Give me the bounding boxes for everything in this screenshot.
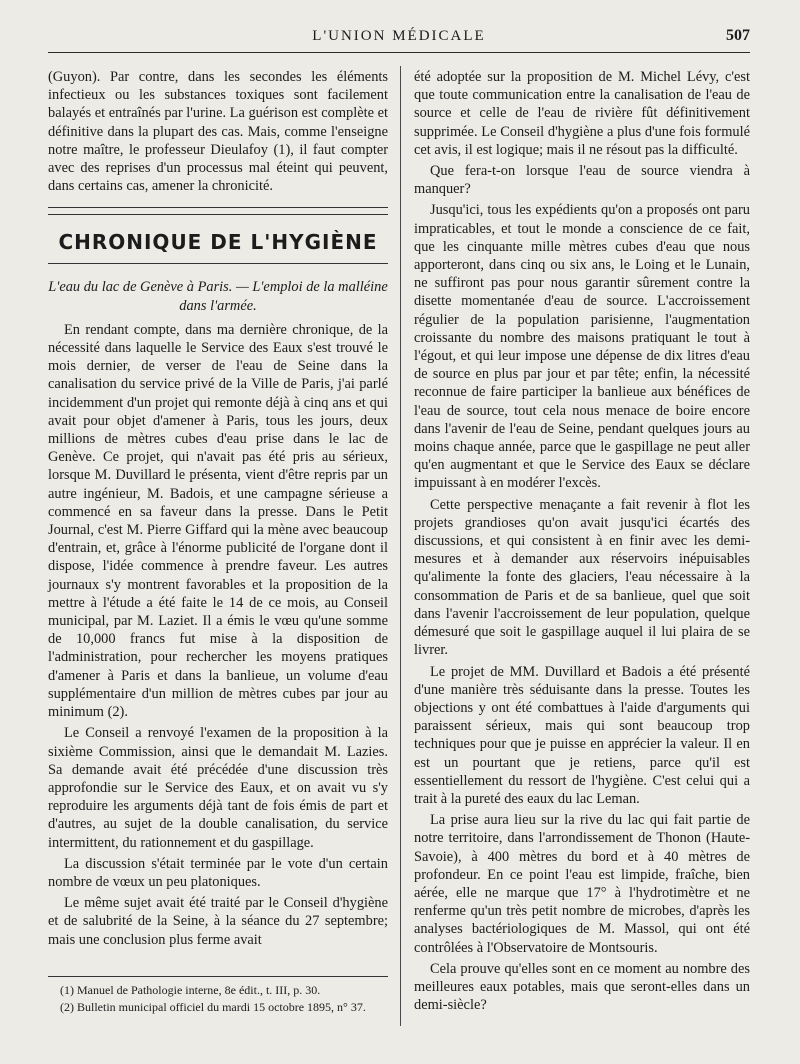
page-number: 507 <box>726 27 750 44</box>
section-separator <box>48 207 388 215</box>
running-title: L'UNION MÉDICALE <box>312 28 486 44</box>
left-paragraph-2: Le Conseil a renvoyé l'examen de la proposition à la sixième Commission, ainsi que le demandait M. Lazies. Sa demande avait été précédée d'une discussion très approfondie sur le Service des Eaux, et on avait vu s'y reproduire les arguments déjà tant de fois émis de part et d'autres, au sujet de la double canalisation, du service intermittent, du rationnement et du gaspillage. <box>48 725 388 851</box>
left-paragraph-4: Le même sujet avait été traité par le Conseil d'hygiène et de salubrité de la Seine, à la séance du 27 septembre; mais une conclusion plus ferme avait <box>48 895 388 948</box>
right-column <box>414 68 750 1017</box>
left-continuation-paragraph: (Guyon). Par contre, dans les secondes les éléments infectieux ou les substances toxiques sont facilement balayés et entraînés par l'urine. La guérison est complète et définitive dans la plupart des cas. Mais, comme l'enseigne notre maître, le professeur Dieulafoy (1), il faut compter avec des reprises d'un processus mal éteint qui peuvent, dans certains cas, amener la chronicité. <box>48 69 388 195</box>
footnotes <box>48 976 388 1017</box>
footnote-2: (2) Bulletin municipal officiel du mardi 15 octobre 1895, n° 37. <box>60 1000 366 1014</box>
column-divider <box>400 66 401 1026</box>
section-title: CHRONIQUE DE L'HYGIÈNE <box>58 230 378 255</box>
right-paragraph-2: Jusqu'ici, tous les expédients qu'on a proposés ont paru impraticables, et tout le monde a conscience de ce fait, que les cinquante mille mètres cubes d'eau que nous apporteront, dans cinq ou six ans, le Loing et le Lunain, ne suffiront pas pour nous garantir sûrement contre la disette momentanée d'eau de source. L'accroissement régulier de la population parisienne, l'augmentation croissante du nombre des maisons pratiquant le tout à l'égout, et qui leur impose une dépense de dix litres d'eau de source en plus par jour et par tête; enfin, la nécessité reconnue de faire participer la banlieue aux bénéfices de l'eau de source, tout cela nous menace de boire encore dans l'avenir de l'eau de Seine, pendant quelques jours au moins chaque année, parce que le gaspillage ne peut aller qu'en augmentant et que le Service des Eaux se déclare impuissant à en modérer l'excès. <box>414 202 750 492</box>
left-paragraph-3: La discussion s'était terminée par le vote d'un certain nombre de vœux un peu platoniques. <box>48 855 388 890</box>
left-paragraph-1: En rendant compte, dans ma dernière chronique, de la nécessité dans laquelle le Service des Eaux s'est trouvé le mois dernier, de verser de l'eau de Seine dans la canalisation du service privé de la Ville de Paris, j'ai parlé incidemment d'un projet qui remonte déjà à cinq ans et qui avait pour objet d'amener à Paris, tous les jours, deux millions de mètres cubes d'eau prise dans le lac de Genève. Ce projet, qui n'avait pas été pris au sérieux, lorsque M. Duvillard le présenta, vient d'être repris par un autre ingénieur, M. Badois, et une campagne sérieuse a commencé en sa faveur dans la presse. Dans le Petit Journal, c'est M. Pierre Giffard qui la mène avec beaucoup d'entrain, et, grâce à l'énorme publicité de l'organe dont il dispose, l'idée commence à prendre faveur. Les autres journaux s'y montrent favorables et la proposition de la mettre à l'étude a été faite le 14 de ce mois, au Conseil municipal, par M. Laziet. Il a émis le vœu qu'une somme de 10,000 francs fut mise à la disposition de l'administration, pour rechercher les moyens pratiques d'amener à Paris et dans la banlieue, un volume d'eau supplémentaire d'un million de mètres cubes par jour au minimum (2). <box>48 321 388 721</box>
section-subtitle: L'eau du lac de Genève à Paris. — L'emploi de la malléine dans l'armée. <box>48 279 388 314</box>
right-paragraph-1: Que fera-t-on lorsque l'eau de source viendra à manquer? <box>414 163 750 198</box>
left-column <box>48 68 388 952</box>
title-rule <box>48 263 388 264</box>
footnotes-rule <box>48 976 388 977</box>
right-continuation-paragraph: été adoptée sur la proposition de M. Michel Lévy, c'est que toute communication entre la canalisation de l'eau de source et celle de l'eau de rivière fût définitivement supprimée. Le Conseil d'hygiène a plus d'une fois formulé cet avis, il est logique; mais il ne résout pas la difficulté. <box>414 69 750 158</box>
right-paragraph-3: Cette perspective menaçante a fait revenir à flot les projets grandioses qu'on avait jusqu'ici écartés des discussions, et qui consistent à en finir avec les demi-mesures et à demander aux réservoirs inépuisables qu'alimente la fonte des glaciers, l'eau nécessaire à la consommation de Paris et de sa banlieue, quel que soit dans l'avenir l'accroissement de leur population, quelque démesuré que soit le gaspillage auquel il lui plaira de se livrer. <box>414 496 750 659</box>
page-header <box>48 24 750 53</box>
right-paragraph-4: Le projet de MM. Duvillard et Badois a été présenté d'une manière très séduisante dans la presse. Toutes les objections y ont été combattues à l'aide d'arguments qui paraissent sérieux, mais qui sont beaucoup trop techniques pour que je puisse en apprécier la valeur. Il en est un pourtant que je retiens, parce qu'il est essentiellement du ressort de l'hygiène. C'est celui qui a trait à la pureté des eaux du lac Leman. <box>414 663 750 807</box>
right-paragraph-6: Cela prouve qu'elles sont en ce moment au nombre des meilleures eaux potables, mais que seront-elles dans un demi-siècle? <box>414 960 750 1014</box>
right-paragraph-5: La prise aura lieu sur la rive du lac qui fait partie de notre territoire, dans l'arrondissement de Thonon (Haute-Savoie), à 400 mètres du bord et à 40 mètres de profondeur. En ce point l'eau est limpide, fraîche, bien aérée, elle ne marque que 17° à l'hydrotimètre et ne renferme qu'un très petit nombre de microbes, d'après les analyses bactériologiques de M. Massol, qui ont été contrôlées à l'Observatoire de Montsouris. <box>414 812 750 956</box>
footnote-1: (1) Manuel de Pathologie interne, 8e édit., t. III, p. 30. <box>60 983 321 997</box>
